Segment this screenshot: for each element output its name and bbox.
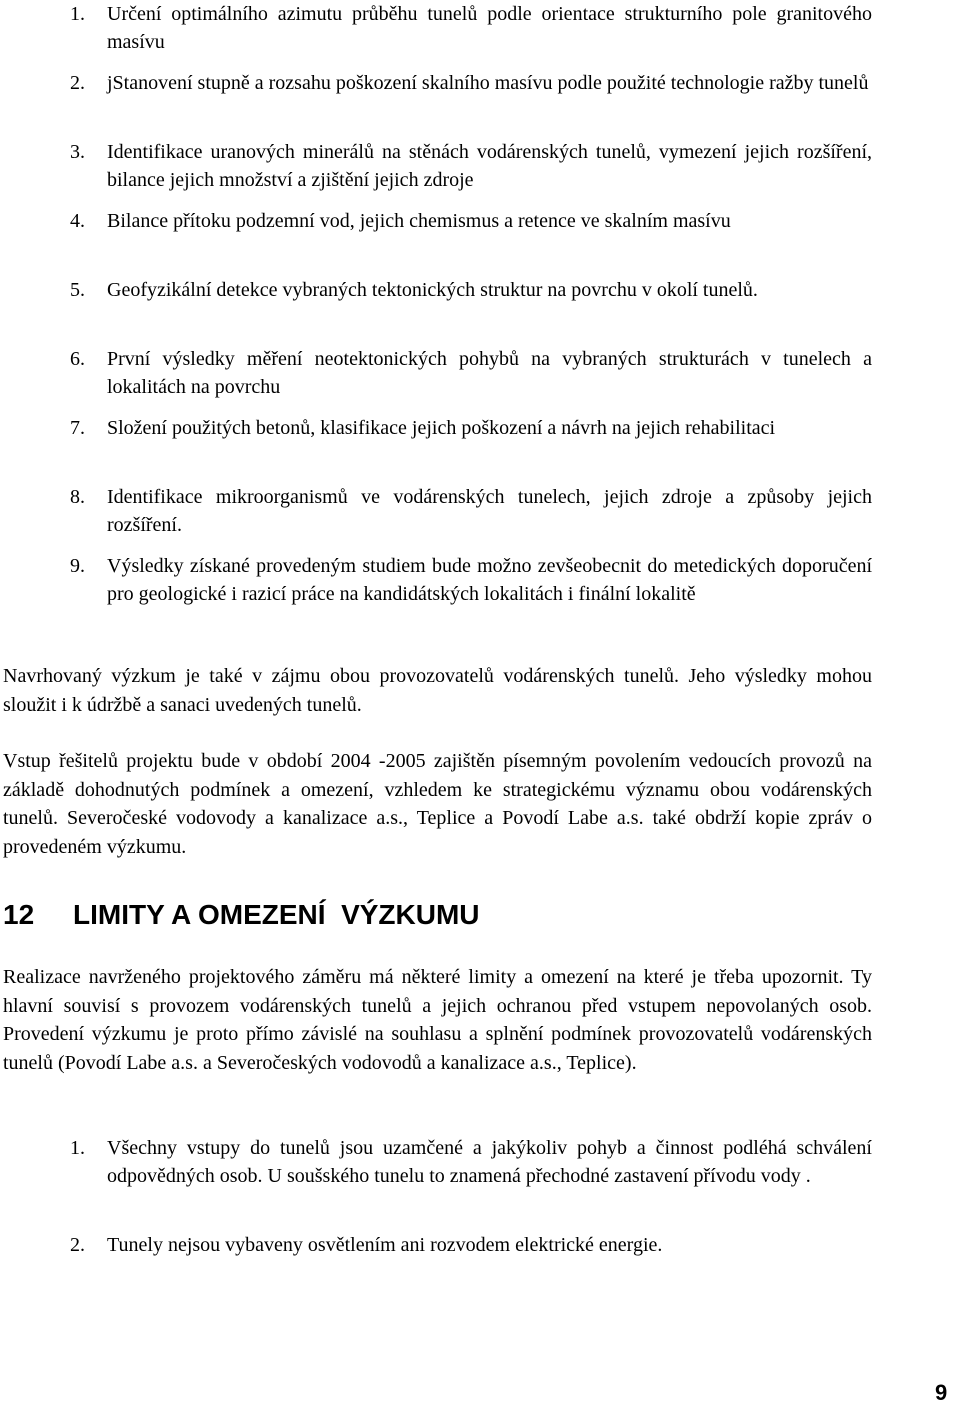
list-item-text: Složení použitých betonů, klasifikace jejich poškození a návrh na jejich rehabilitaci bbox=[107, 417, 776, 439]
list-item bbox=[0, 1134, 960, 1231]
section-heading bbox=[3, 895, 480, 935]
list-item-text: Geofyzikální detekce vybraných tektonických struktur na povrchu v okolí tunelů. bbox=[107, 279, 758, 301]
list-item bbox=[0, 207, 960, 276]
list-item-text: Určení optimálního azimutu průběhu tunelů podle orientace strukturního pole granitového masívu bbox=[107, 3, 872, 53]
list-item-number: 3. bbox=[70, 141, 85, 163]
list-item bbox=[0, 345, 960, 414]
list-item bbox=[0, 138, 960, 207]
list-item-number: 9. bbox=[70, 555, 85, 577]
list-item-number: 5. bbox=[70, 279, 85, 301]
list-item-number: 2. bbox=[70, 1234, 85, 1256]
list-item-text: Tunely nejsou vybaveny osvětlením ani rozvodem elektrické energie. bbox=[107, 1234, 663, 1256]
list-item-text: První výsledky měření neotektonických pohybů na vybraných strukturách v tunelech a lokalitách na povrchu bbox=[107, 348, 872, 398]
list-item bbox=[0, 483, 960, 552]
list-item-number: 7. bbox=[70, 417, 85, 439]
paragraph-access-permission: Vstup řešitelů projektu bude v období 2004 -2005 zajištěn písemným povolením vedoucích provozů na základě dohodnutých podmínek a omezení, vzhledem ke strategickému významu obou vodárenských tunelů. Severočeské vodovody a kanalizace a.s., Teplice a Povodí Labe a.s. také obdrží kopie zpráv o provedeném výzkumu. bbox=[3, 750, 872, 858]
limits-list bbox=[0, 1134, 960, 1271]
list-item bbox=[0, 0, 960, 69]
paragraph-limits-intro: Realizace navrženého projektového záměru má některé limity a omezení na které je třeba upozornit. Ty hlavní souvisí s provozem vodárenských tunelů a jejich ochranou před vstupem nepovolaných osob. Provedení výzkumu je proto přímo závislé na souhlasu a splnění podmínek provozovatelů vodárenských tunelů (Povodí Labe a.s. a Severočeských vodovodů a kanalizace a.s., Teplice). bbox=[3, 966, 872, 1074]
research-goals-list bbox=[0, 0, 960, 642]
list-item bbox=[0, 552, 960, 642]
list-item-number: 8. bbox=[70, 486, 85, 508]
section-title: LIMITY A OMEZENÍ VÝZKUMU bbox=[73, 899, 480, 930]
section-number: 12 bbox=[3, 899, 35, 930]
list-item-text: Identifikace uranových minerálů na stěnách vodárenských tunelů, vymezení jejich rozšíření, bilance jejich množství a zjištění jejich zdroje bbox=[107, 141, 872, 191]
list-item-number: 2. bbox=[70, 72, 85, 94]
list-item-number: 4. bbox=[70, 210, 85, 232]
list-item bbox=[0, 414, 960, 483]
list-item bbox=[0, 1231, 960, 1271]
paragraph-research-interest: Navrhovaný výzkum je také v zájmu obou provozovatelů vodárenských tunelů. Jeho výsledky mohou sloužit i k údržbě a sanaci uvedených tunelů. bbox=[3, 665, 872, 716]
list-item bbox=[0, 69, 960, 138]
list-item bbox=[0, 276, 960, 345]
list-item-number: 1. bbox=[70, 1137, 85, 1159]
list-item-number: 1. bbox=[70, 3, 85, 25]
list-item-number: 6. bbox=[70, 348, 85, 370]
list-item-text: Bilance přítoku podzemní vod, jejich chemismus a retence ve skalním masívu bbox=[107, 210, 731, 232]
page-number: 9 bbox=[935, 1380, 948, 1405]
list-item-text: jStanovení stupně a rozsahu poškození skalního masívu podle použité technologie ražby tunelů bbox=[107, 72, 869, 94]
list-item-text: Všechny vstupy do tunelů jsou uzamčené a jakýkoliv pohyb a činnost podléhá schválení odpovědných osob. U soušského tunelu to znamená přechodné zastavení přívodu vody . bbox=[107, 1137, 872, 1187]
list-item-text: Identifikace mikroorganismů ve vodárenských tunelech, jejich zdroje a způsoby jejich rozšíření. bbox=[107, 486, 872, 536]
list-item-text: Výsledky získané provedeným studiem bude možno zevšeobecnit do metedických doporučení pro geologické i razicí práce na kandidátských lokalitách i finální lokalitě bbox=[107, 555, 872, 605]
